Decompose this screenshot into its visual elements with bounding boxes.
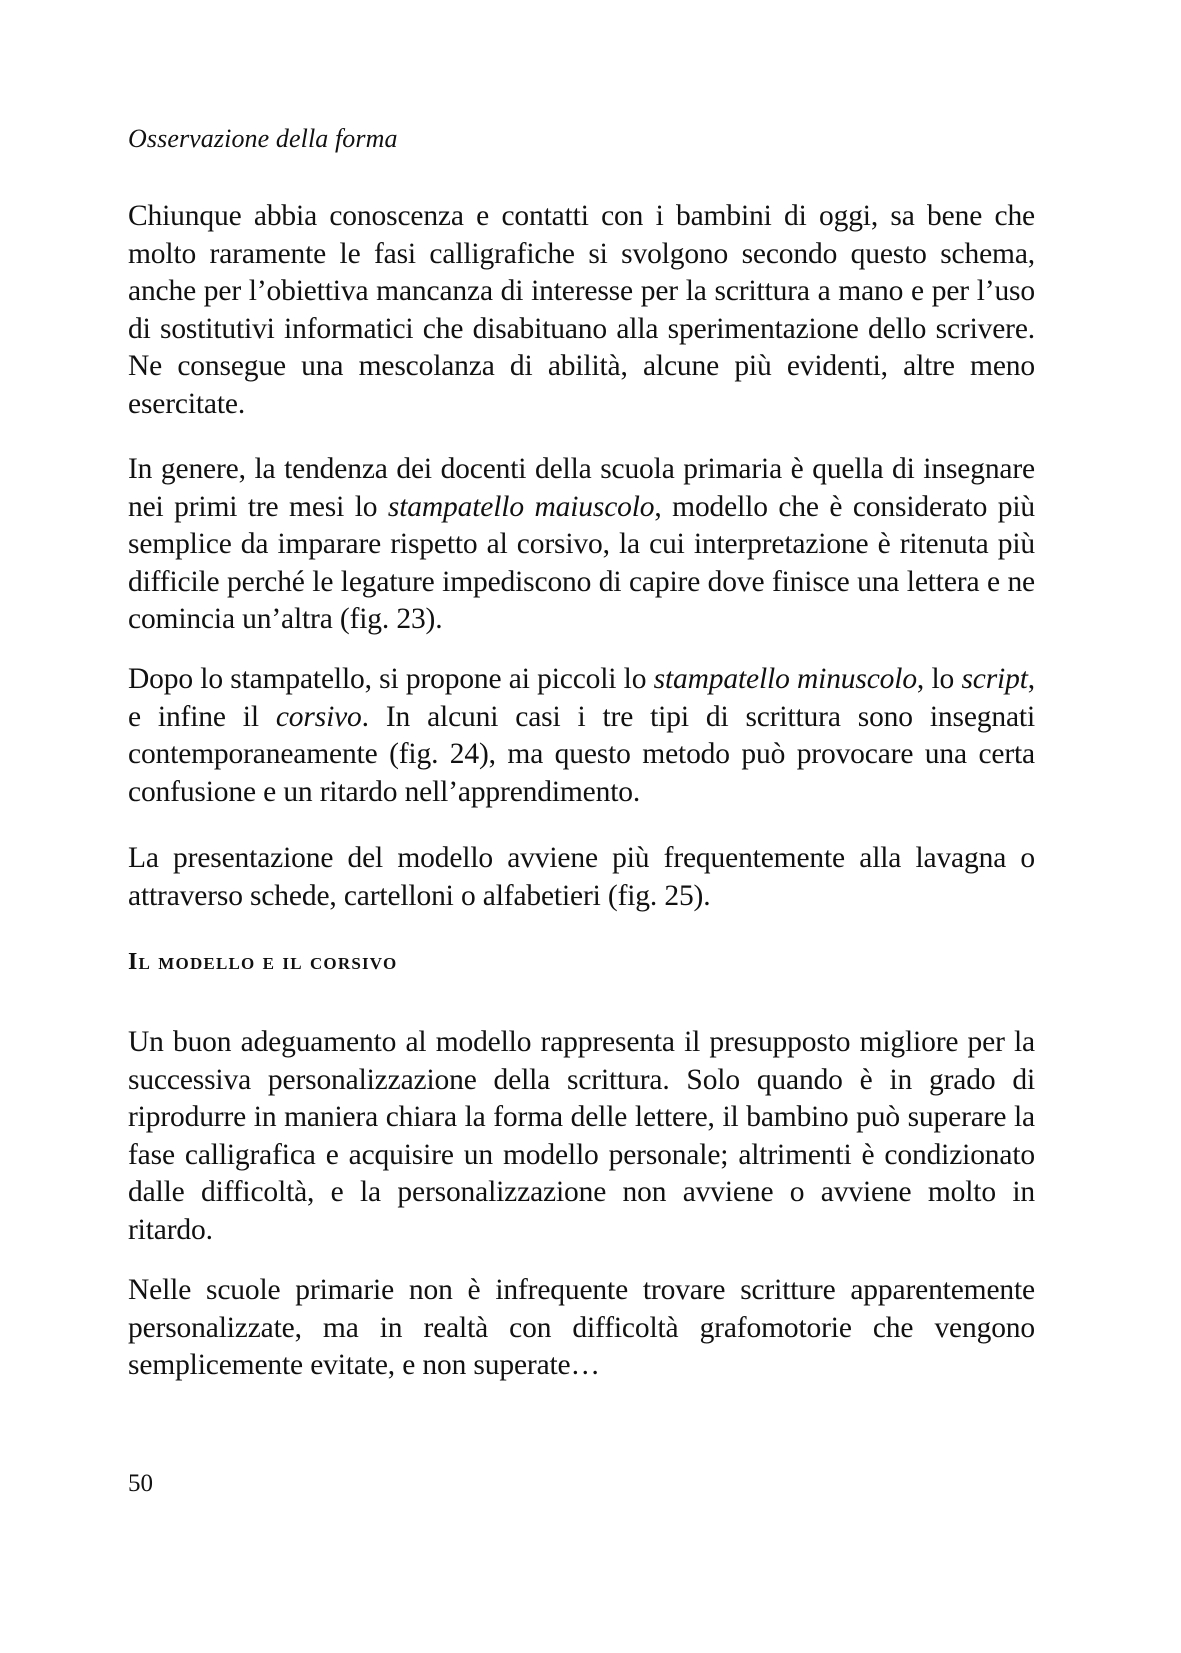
text-run: , modello che è considerato più semplice da imparare rispetto al corsivo, la cui interpretazione è ritenuta più difficile perché le legature impediscono di capire dove finisce una lettera e ne comincia un’altra (fig. 23). xyxy=(128,490,1035,636)
running-head: Osservazione della forma xyxy=(128,124,398,153)
italic-term-script: script xyxy=(961,663,1028,695)
text-run: In genere, la tendenza dei docenti della scuola primaria è quella di insegnare nei primi tre mesi lo xyxy=(128,453,1035,523)
paragraph-children-today: Chiunque abbia conoscenza e contatti con i bambini di oggi, sa bene che molto raramente le fasi calligrafiche si svolgono secondo questo schema, anche per l’obiettiva mancanza di interesse per la scrittura a mano e per l’uso di sostitutivi informatici che disabituano alla sperimentazione dello scrivere. Ne consegue una mescolanza di abilità, alcune più evidenti, altre meno esercitate. xyxy=(128,200,1035,420)
text-run: , lo xyxy=(916,663,962,695)
paragraph-primary-schools: Nelle scuole primarie non è infrequente trovare scritture apparentemente personalizzate, ma in realtà con difficoltà grafomotorie che vengono semplicemente evitate, e non superate… xyxy=(128,1274,1035,1382)
text-run: Dopo lo stampatello, si propone ai piccoli lo xyxy=(128,663,654,695)
paragraph-model-presentation: La presentazione del modello avviene più frequentemente alla lavagna o attraverso schede, cartelloni o alfabetieri (fig. 25). xyxy=(128,842,1035,912)
italic-term-stampatello-maiuscolo: stampatello maiuscolo xyxy=(387,490,655,523)
text-run: , e infine il xyxy=(128,663,1035,733)
italic-term-stampatello-minuscolo: stampatello minuscolo xyxy=(653,663,917,695)
text-run: . In alcuni casi i tre tipi di scrittura sono insegnati contemporaneamente (fig. 24), ma questo metodo può provocare una certa confusione e un ritardo nell’apprendimento. xyxy=(128,700,1035,808)
italic-term-corsivo: corsivo xyxy=(275,700,362,733)
paragraph-model-adaptation: Un buon adeguamento al modello rappresenta il presupposto migliore per la successiva personalizzazione della scrittura. Solo quando è in grado di riprodurre in maniera chiara la forma delle lettere, il bambino può superare la fase calligrafica e acquisire un modello personale; altrimenti è condizionato dalle difficoltà, e la personalizzazione non avviene o avviene molto in ritardo. xyxy=(128,1026,1035,1246)
paragraph-after-stampatello xyxy=(128,661,1035,811)
page-number: 50 xyxy=(128,1470,153,1497)
section-heading: Il modello e il corsivo xyxy=(128,949,398,975)
paragraph-teaching-tendency xyxy=(128,451,1035,639)
